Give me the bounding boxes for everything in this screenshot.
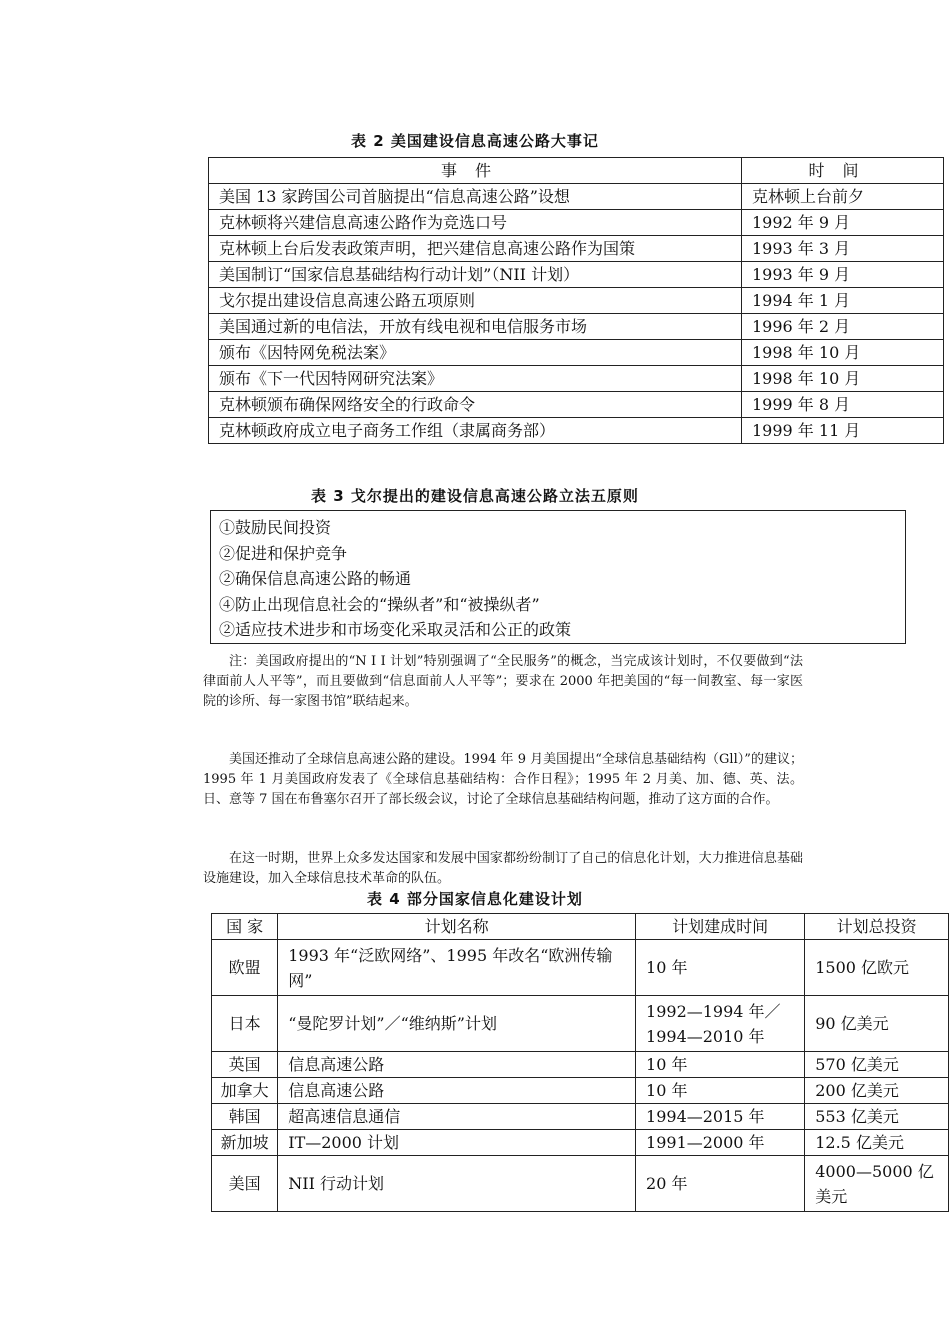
table-row [209, 262, 944, 288]
table-row [212, 996, 949, 1052]
plan-cell: IT—2000 计划 [278, 1130, 636, 1156]
period-cell: 10 年 [636, 940, 805, 996]
period-cell: 1992—1994 年／1994—2010 年 [636, 996, 805, 1052]
table4-caption: 表 4 部分国家信息化建设计划 [367, 890, 583, 908]
plan-cell: NII 行动计划 [278, 1156, 636, 1212]
event-cell: 克林顿政府成立电子商务工作组（隶属商务部） [209, 418, 742, 444]
event-cell: 颁布《下一代因特网研究法案》 [209, 366, 742, 392]
table-row [212, 1052, 949, 1078]
header-event: 事件 [209, 158, 742, 184]
header-period: 计划建成时间 [636, 914, 805, 940]
country-cell: 新加坡 [212, 1130, 278, 1156]
country-cell: 韩国 [212, 1104, 278, 1130]
note-paragraph: 注：美国政府提出的“N I I 计划”特别强调了“全民服务”的概念，当完成该计划时，不仅要做到“法律面前人人平等”，而且要做到“信息面前人人平等”；要求在 2000 年把美国的“每一间教室、每一家医院的诊所、每一家图书馆”联结起来。 [203, 654, 803, 709]
plan-cell: 信息高速公路 [278, 1052, 636, 1078]
event-cell: 美国制订“国家信息基础结构行动计划”（NII 计划） [209, 262, 742, 288]
country-cell: 英国 [212, 1052, 278, 1078]
table-row [209, 418, 944, 444]
events-table [208, 157, 944, 444]
time-cell: 1998 年 10 月 [742, 366, 944, 392]
investment-cell: 12.5 亿美元 [805, 1130, 949, 1156]
table-row [209, 288, 944, 314]
header-country: 国 家 [212, 914, 278, 940]
event-cell: 美国 13 家跨国公司首脑提出“信息高速公路”设想 [209, 184, 742, 210]
period-cell: 1991—2000 年 [636, 1130, 805, 1156]
plan-cell: 信息高速公路 [278, 1078, 636, 1104]
table2-caption: 表 2 美国建设信息高速公路大事记 [351, 132, 599, 150]
country-cell: 欧盟 [212, 940, 278, 996]
time-cell: 1993 年 9 月 [742, 262, 944, 288]
table-header-row [209, 158, 944, 184]
investment-cell: 553 亿美元 [805, 1104, 949, 1130]
time-cell: 1993 年 3 月 [742, 236, 944, 262]
time-cell: 克林顿上台前夕 [742, 184, 944, 210]
header-plan: 计划名称 [278, 914, 636, 940]
table-row [209, 340, 944, 366]
table-row [209, 392, 944, 418]
event-cell: 戈尔提出建设信息高速公路五项原则 [209, 288, 742, 314]
principle-item: ④防止出现信息社会的“操纵者”和“被操纵者” [219, 594, 540, 614]
principle-item: ②适应技术进步和市场变化采取灵活和公正的政策 [219, 620, 572, 639]
country-cell: 美国 [212, 1156, 278, 1212]
header-time: 时间 [742, 158, 944, 184]
principles-box [210, 510, 906, 644]
period-cell: 20 年 [636, 1156, 805, 1212]
event-cell: 颁布《因特网免税法案》 [209, 340, 742, 366]
plan-cell: 超高速信息通信 [278, 1104, 636, 1130]
event-cell: 克林顿上台后发表政策声明，把兴建信息高速公路作为国策 [209, 236, 742, 262]
table-row [209, 210, 944, 236]
table-row [209, 236, 944, 262]
table-row [212, 940, 949, 996]
principle-item: ②促进和保护竞争 [219, 543, 348, 563]
country-cell: 加拿大 [212, 1078, 278, 1104]
table-row [212, 1156, 949, 1212]
event-cell: 美国通过新的电信法，开放有线电视和电信服务市场 [209, 314, 742, 340]
header-investment: 计划总投资 [805, 914, 949, 940]
time-cell: 1998 年 10 月 [742, 340, 944, 366]
principle-item: ①鼓励民间投资 [219, 518, 332, 537]
time-cell: 1996 年 2 月 [742, 314, 944, 340]
plan-cell: 1993 年“泛欧网络”、1995 年改名“欧洲传输网” [278, 940, 636, 996]
period-cell: 1994—2015 年 [636, 1104, 805, 1130]
investment-cell: 4000—5000 亿美元 [805, 1156, 949, 1212]
principle-item: ②确保信息高速公路的畅通 [219, 569, 412, 588]
investment-cell: 570 亿美元 [805, 1052, 949, 1078]
country-cell: 日本 [212, 996, 278, 1052]
time-cell: 1999 年 8 月 [742, 392, 944, 418]
period-paragraph: 在这一时期，世界上众多发达国家和发展中国家都纷纷制订了自己的信息化计划，大力推进信息基础设施建设，加入全球信息技术革命的队伍。 [203, 851, 803, 886]
time-cell: 1994 年 1 月 [742, 288, 944, 314]
investment-cell: 1500 亿欧元 [805, 940, 949, 996]
plan-cell: “曼陀罗计划”／“维纳斯”计划 [278, 996, 636, 1052]
table-row [209, 184, 944, 210]
table3-caption: 表 3 戈尔提出的建设信息高速公路立法五原则 [311, 487, 639, 505]
table-header-row [212, 914, 949, 940]
table-row [212, 1130, 949, 1156]
period-cell: 10 年 [636, 1078, 805, 1104]
table-row [209, 314, 944, 340]
table-row [212, 1078, 949, 1104]
time-cell: 1999 年 11 月 [742, 418, 944, 444]
global-paragraph: 美国还推动了全球信息高速公路的建设。1994 年 9 月美国提出“全球信息基础结构（Gll）”的建议；1995 年 1 月美国政府发表了《全球信息基础结构：合作日程》；1995 年 2 月美、加、德、英、法。日、意等 7 国在布鲁塞尔召开了部长级会议，讨论了全球信息基础结构问题，推动了这方面的合作。 [203, 752, 803, 807]
time-cell: 1992 年 9 月 [742, 210, 944, 236]
event-cell: 克林顿颁布确保网络安全的行政命令 [209, 392, 742, 418]
table-row [209, 366, 944, 392]
table-row [212, 1104, 949, 1130]
investment-cell: 90 亿美元 [805, 996, 949, 1052]
event-cell: 克林顿将兴建信息高速公路作为竞选口号 [209, 210, 742, 236]
investment-cell: 200 亿美元 [805, 1078, 949, 1104]
period-cell: 10 年 [636, 1052, 805, 1078]
country-plans-table [211, 913, 949, 1212]
